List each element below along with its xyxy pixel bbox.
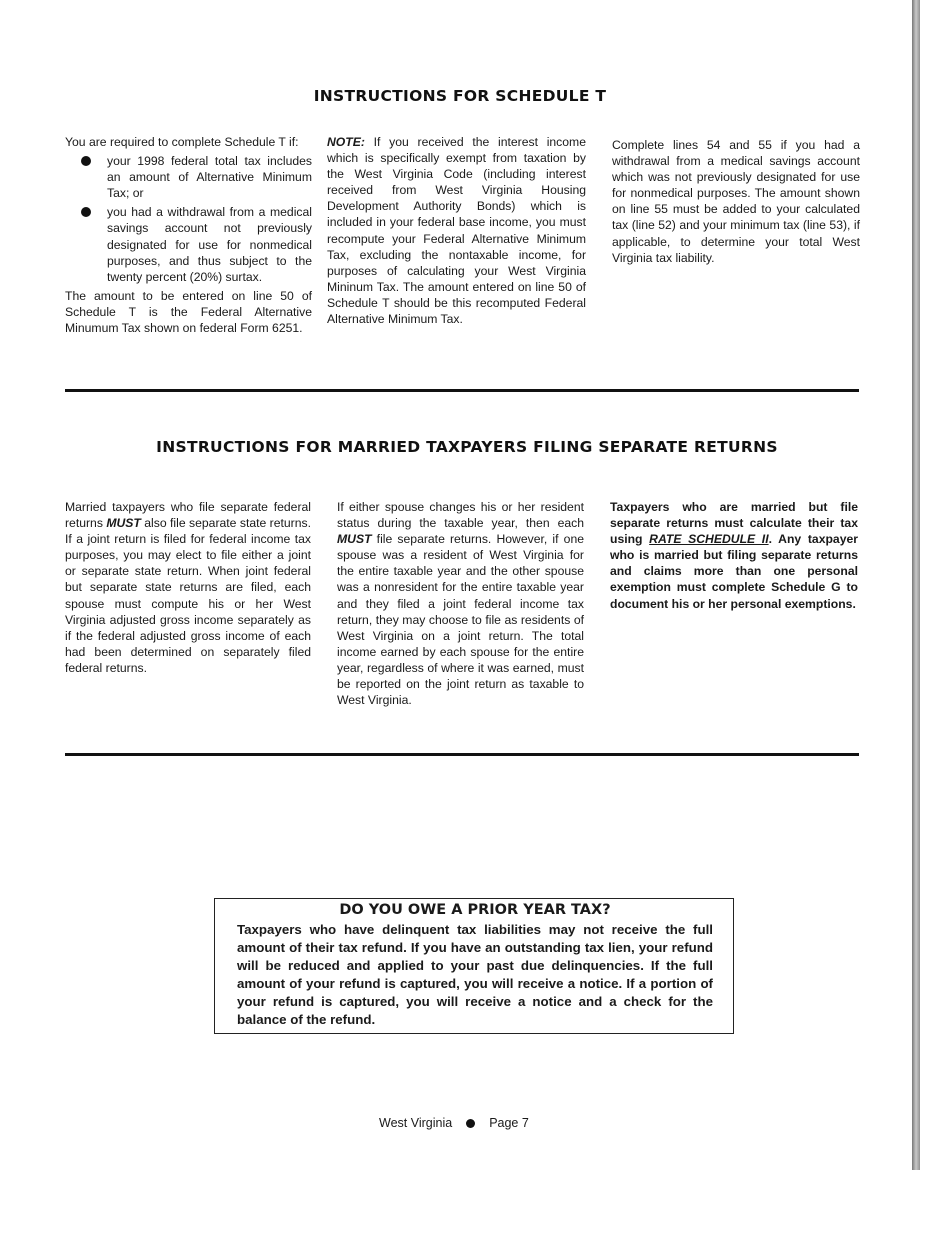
schedule-t-column-1 bbox=[65, 134, 312, 339]
married-column-2 bbox=[337, 499, 584, 711]
schedule-t-column-2 bbox=[327, 134, 586, 330]
bullet-item bbox=[65, 204, 312, 284]
intro-text: You are required to complete Schedule T if: bbox=[65, 135, 299, 149]
married-column-3 bbox=[610, 499, 858, 615]
divider bbox=[65, 389, 859, 392]
bullet-item bbox=[65, 153, 312, 201]
bullet-text: your 1998 federal total tax includes an amount of Alternative Minimum Tax; or bbox=[107, 154, 312, 201]
text: If either spouse changes his or her resident status during the taxable year, then each bbox=[337, 500, 584, 531]
bullet-text: you had a withdrawal from a medical savings account not previously designated for use for nonmedical purposes, and thus subject to the twenty percent (20%) surtax. bbox=[107, 205, 312, 284]
rate-schedule-link: RATE SCHEDULE II bbox=[649, 532, 769, 547]
scan-edge bbox=[912, 0, 920, 1170]
bullet-icon bbox=[81, 156, 91, 166]
page-number: Page 7 bbox=[489, 1116, 529, 1130]
text: Taxpayers who are married but file separate returns must calculate their tax using bbox=[610, 500, 858, 547]
section-title-married: INSTRUCTIONS FOR MARRIED TAXPAYERS FILING SEPARATE RETURNS bbox=[156, 438, 778, 456]
note-text: If you received the interest income which is specifically exempt from taxation by the West Virginia Code (including interest received from West Virginia Housing Development Authority Bonds) which is included in your federal base income, you must recompute your Federal Alternative Minimum Tax, excluding the nontaxable income, for purposes of calculating your West Virginia Mininum Tax. The amount entered on line 50 of Schedule T should be this recomputed Federal Alternative Minimum Tax. bbox=[327, 135, 586, 327]
text: Married taxpayers who file separate federal returns bbox=[65, 500, 311, 531]
page-footer bbox=[379, 1116, 529, 1130]
bullet-icon bbox=[81, 207, 91, 217]
text: file separate returns. However, if one spouse was a resident of West Virginia for the entire taxable year and the other spouse was a nonresident for the entire taxable year and they filed a joint federal income tax return, they may choose to file as residents of West Virginia on a joint return. The total income earned by each spouse for the entire year, regardless of where it was earned, must be reported on the joint return as taxable to West Virginia. bbox=[337, 532, 584, 708]
notice-text: Taxpayers who have delinquent tax liabilities may not receive the full amount of their tax refund. If you have an outstanding tax lien, your refund will be reduced and applied to your past due delinquencies. If the full amount of your refund is captured, you will receive a notice. If a portion of your refund is captured, you will receive a notice and a check for the balance of the refund. bbox=[237, 922, 713, 1027]
footer-state: West Virginia bbox=[379, 1116, 453, 1130]
prior-year-tax-notice bbox=[214, 898, 734, 1034]
married-column-1 bbox=[65, 499, 311, 679]
section-title-schedule-t: INSTRUCTIONS FOR SCHEDULE T bbox=[313, 87, 607, 105]
schedule-t-column-3 bbox=[612, 137, 860, 269]
divider bbox=[65, 753, 859, 756]
note-label: NOTE: bbox=[327, 135, 365, 149]
closing-text: The amount to be entered on line 50 of Schedule T is the Federal Alternative Minumum Tax shown on federal Form 6251. bbox=[65, 288, 312, 336]
text: also file separate state returns. If a joint return is filed for federal income tax purposes, you may elect to file either a joint or separate state return. When joint federal but separate state returns are filed, each spouse must compute his or her West Virginia adjusted gross income separately as if the federal adjusted gross income of each had been determined on separately filed federal returns. bbox=[65, 516, 311, 675]
text: . Any taxpayer who is married but filing separate returns and claims more than one personal exemption must complete Schedule G to document his or her personal exemptions. bbox=[610, 532, 858, 611]
emphasis: MUST bbox=[337, 532, 372, 547]
notice-title: DO YOU OWE A PRIOR YEAR TAX? bbox=[339, 902, 611, 918]
lines-54-55-text: Complete lines 54 and 55 if you had a withdrawal from a medical savings account which was not previously designated for use for nonmedical purposes. The amount shown on line 55 must be added to your calculated tax (line 52) and your minimum tax (line 53), if applicable, to determine your total West Virginia tax liability. bbox=[612, 138, 860, 265]
bullet-icon bbox=[466, 1119, 475, 1128]
emphasis: MUST bbox=[106, 516, 141, 531]
